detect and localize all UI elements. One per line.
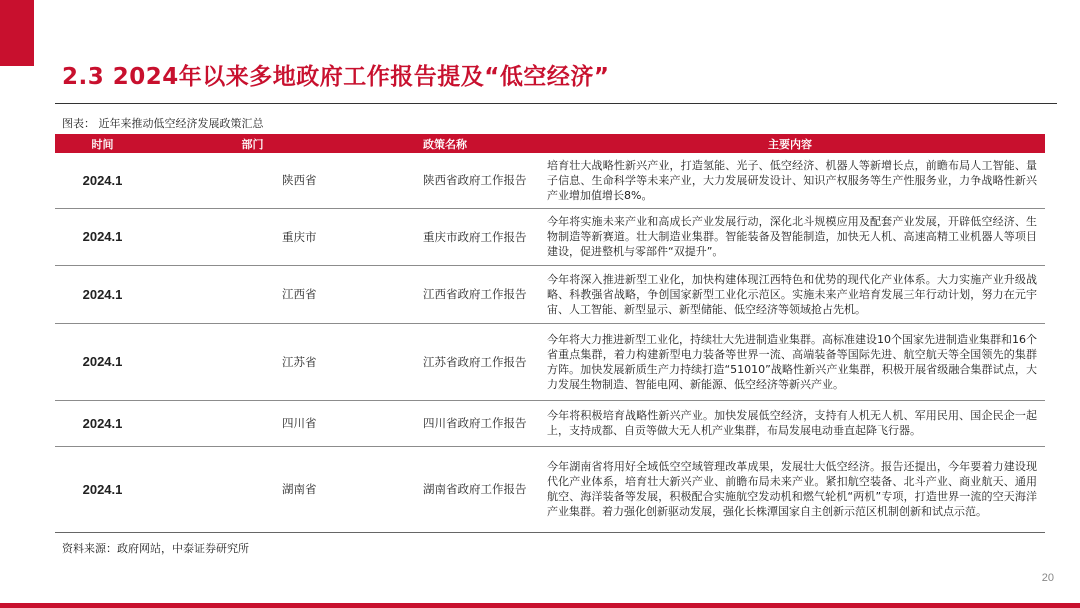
cell-policy-name: 陕西省政府工作报告 [355,153,535,208]
cell-policy-name: 江苏省政府工作报告 [355,323,535,400]
cell-policy-name: 重庆市政府工作报告 [355,208,535,265]
table-row [55,400,1045,446]
column-header-department: 部门 [150,134,355,153]
cell-time: 2024.1 [55,208,150,265]
cell-time: 2024.1 [55,153,150,208]
cell-time: 2024.1 [55,323,150,400]
page-title: 2.3 2024年以来多地政府工作报告提及“低空经济” [62,64,610,90]
table-caption: 图表： 近年来推动低空经济发展政策汇总 [62,117,264,130]
table-row [55,265,1045,323]
cell-main-content: 今年将积极培育战略性新兴产业。加快发展低空经济，支持有人机无人机、军用民用、国企民企一起上，支持成都、自贡等做大无人机产业集群，布局发展电动垂直起降飞行器。 [535,400,1045,446]
policy-table [55,134,1045,533]
table-row [55,323,1045,400]
cell-department: 湖南省 [150,446,355,532]
cell-department: 陕西省 [150,153,355,208]
cell-main-content: 培育壮大战略性新兴产业，打造氢能、光子、低空经济、机器人等新增长点，前瞻布局人工智能、量子信息、生命科学等未来产业，大力发展研发设计、知识产权服务等生产性服务业，力争战略性新兴产业增加值增长8%。 [535,153,1045,208]
column-header-time: 时间 [55,134,150,153]
table-row [55,208,1045,265]
corner-accent-block [0,0,34,66]
source-note: 资料来源：政府网站，中泰证券研究所 [62,542,249,555]
cell-main-content: 今年将深入推进新型工业化，加快构建体现江西特色和优势的现代化产业体系。大力实施产业升级战略、科教强省战略，争创国家新型工业化示范区。实施未来产业培育发展三年行动计划，努力在元宇宙、人工智能、新型显示、新型储能、低空经济等领域抢占先机。 [535,265,1045,323]
table-row [55,446,1045,532]
table-row [55,153,1045,208]
cell-department: 四川省 [150,400,355,446]
policy-table-container [55,134,1045,533]
cell-policy-name: 四川省政府工作报告 [355,400,535,446]
cell-policy-name: 湖南省政府工作报告 [355,446,535,532]
column-header-main-content: 主要内容 [535,134,1045,153]
table-header-row [55,134,1045,153]
cell-department: 江西省 [150,265,355,323]
cell-time: 2024.1 [55,265,150,323]
cell-main-content: 今年湖南省将用好全域低空空域管理改革成果，发展壮大低空经济。报告还提出，今年要着力建设现代化产业体系，培育壮大新兴产业、前瞻布局未来产业。紧扣航空装备、北斗产业、商业航天、通用航空、海洋装备等发展，积极配合实施航空发动机和燃气轮机“两机”专项，打造世界一流的空天海洋产业集群。着力强化创新驱动发展，强化长株潭国家自主创新示范区机制创新和试点示范。 [535,446,1045,532]
column-header-policy-name: 政策名称 [355,134,535,153]
page-number: 20 [1041,572,1054,584]
cell-department: 江苏省 [150,323,355,400]
title-divider [55,103,1057,104]
bottom-accent-bar [0,603,1080,608]
cell-time: 2024.1 [55,446,150,532]
cell-policy-name: 江西省政府工作报告 [355,265,535,323]
cell-main-content: 今年将实施未来产业和高成长产业发展行动，深化北斗规模应用及配套产业发展，开辟低空经济、生物制造等新赛道。壮大制造业集群。智能装备及智能制造，加快无人机、高速高精工业机器人等项目建设，促进整机与零部件“双提升”。 [535,208,1045,265]
cell-time: 2024.1 [55,400,150,446]
cell-main-content: 今年将大力推进新型工业化，持续壮大先进制造业集群。高标准建设10个国家先进制造业集群和16个省重点集群，着力构建新型电力装备等世界一流、高端装备等国际先进、航空航天等全国领先的集群方阵。加快发展新质生产力持续打造“51010”战略性新兴产业集群，积极开展省级融合集群试点，大力发展生物制造、智能电网、新能源、低空经济等新兴产业。 [535,323,1045,400]
cell-department: 重庆市 [150,208,355,265]
